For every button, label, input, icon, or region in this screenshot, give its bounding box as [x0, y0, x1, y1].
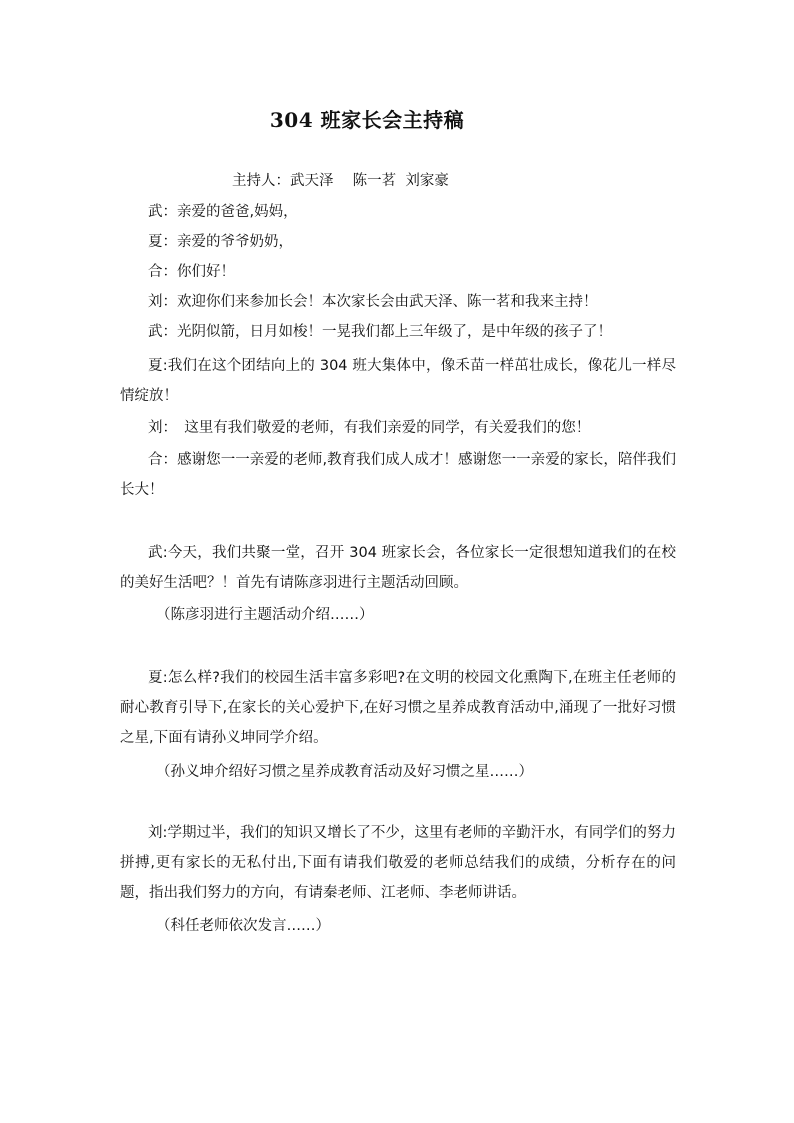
dialogue-line: 刘： 这里有我们敬爱的老师，有我们亲爱的同学，有关爱我们的您！ [148, 420, 591, 436]
dialogue-paragraph: 夏:我们在这个团结向上的 304 班大集体中，像禾苗一样茁壮成长，像花儿一样尽情绽放！ [120, 358, 676, 404]
stage-note: （陈彦羽进行主题活动介绍……） [156, 607, 374, 623]
document-title: 304 班家长会主持稿 [269, 108, 465, 132]
stage-note: （科任老师依次发言……） [156, 918, 330, 934]
dialogue-line: 武：亲爱的爸爸,妈妈， [148, 204, 298, 220]
hosts-line: 主持人：武天泽 陈一茗 刘家豪 [232, 173, 449, 189]
dialogue-paragraph: 刘:学期过半，我们的知识又增长了不少，这里有老师的辛勤汗水，有同学们的努力拼搏,更有家长的无私付出,下面有请我们敬爱的老师总结我们的成绩，分析存在的问题，指出我们努力的方向，有请秦老师、江老师、李老师讲话。 [120, 825, 676, 901]
dialogue-paragraph: 夏:怎么样?我们的校园生活丰富多彩吧?在文明的校园文化熏陶下,在班主任老师的耐心教育引导下,在家长的关心爱护下,在好习惯之星养成教育活动中,涌现了一批好习惯之星,下面有请孙义坤同学介绍。 [120, 670, 676, 746]
stage-note: （孙义坤介绍好习惯之星养成教育活动及好习惯之星……） [156, 764, 533, 780]
dialogue-line: 武：光阴似箭，日月如梭！一晃我们都上三年级了，是中年级的孩子了！ [148, 324, 612, 340]
dialogue-line: 刘：欢迎你们来参加长会！本次家长会由武天泽、陈一茗和我来主持！ [148, 294, 598, 310]
dialogue-line: 夏：亲爱的爷爷奶奶， [148, 234, 293, 250]
dialogue-line: 合：你们好！ [148, 264, 235, 280]
dialogue-paragraph: 合：感谢您一一亲爱的老师,教育我们成人成才！感谢您一一亲爱的家长，陪伴我们长大！ [120, 452, 676, 498]
dialogue-paragraph: 武:今天，我们共聚一堂，召开 304 班家长会，各位家长一定很想知道我们的在校的美好生活吧？！首先有请陈彦羽进行主题活动回顾。 [120, 545, 676, 591]
